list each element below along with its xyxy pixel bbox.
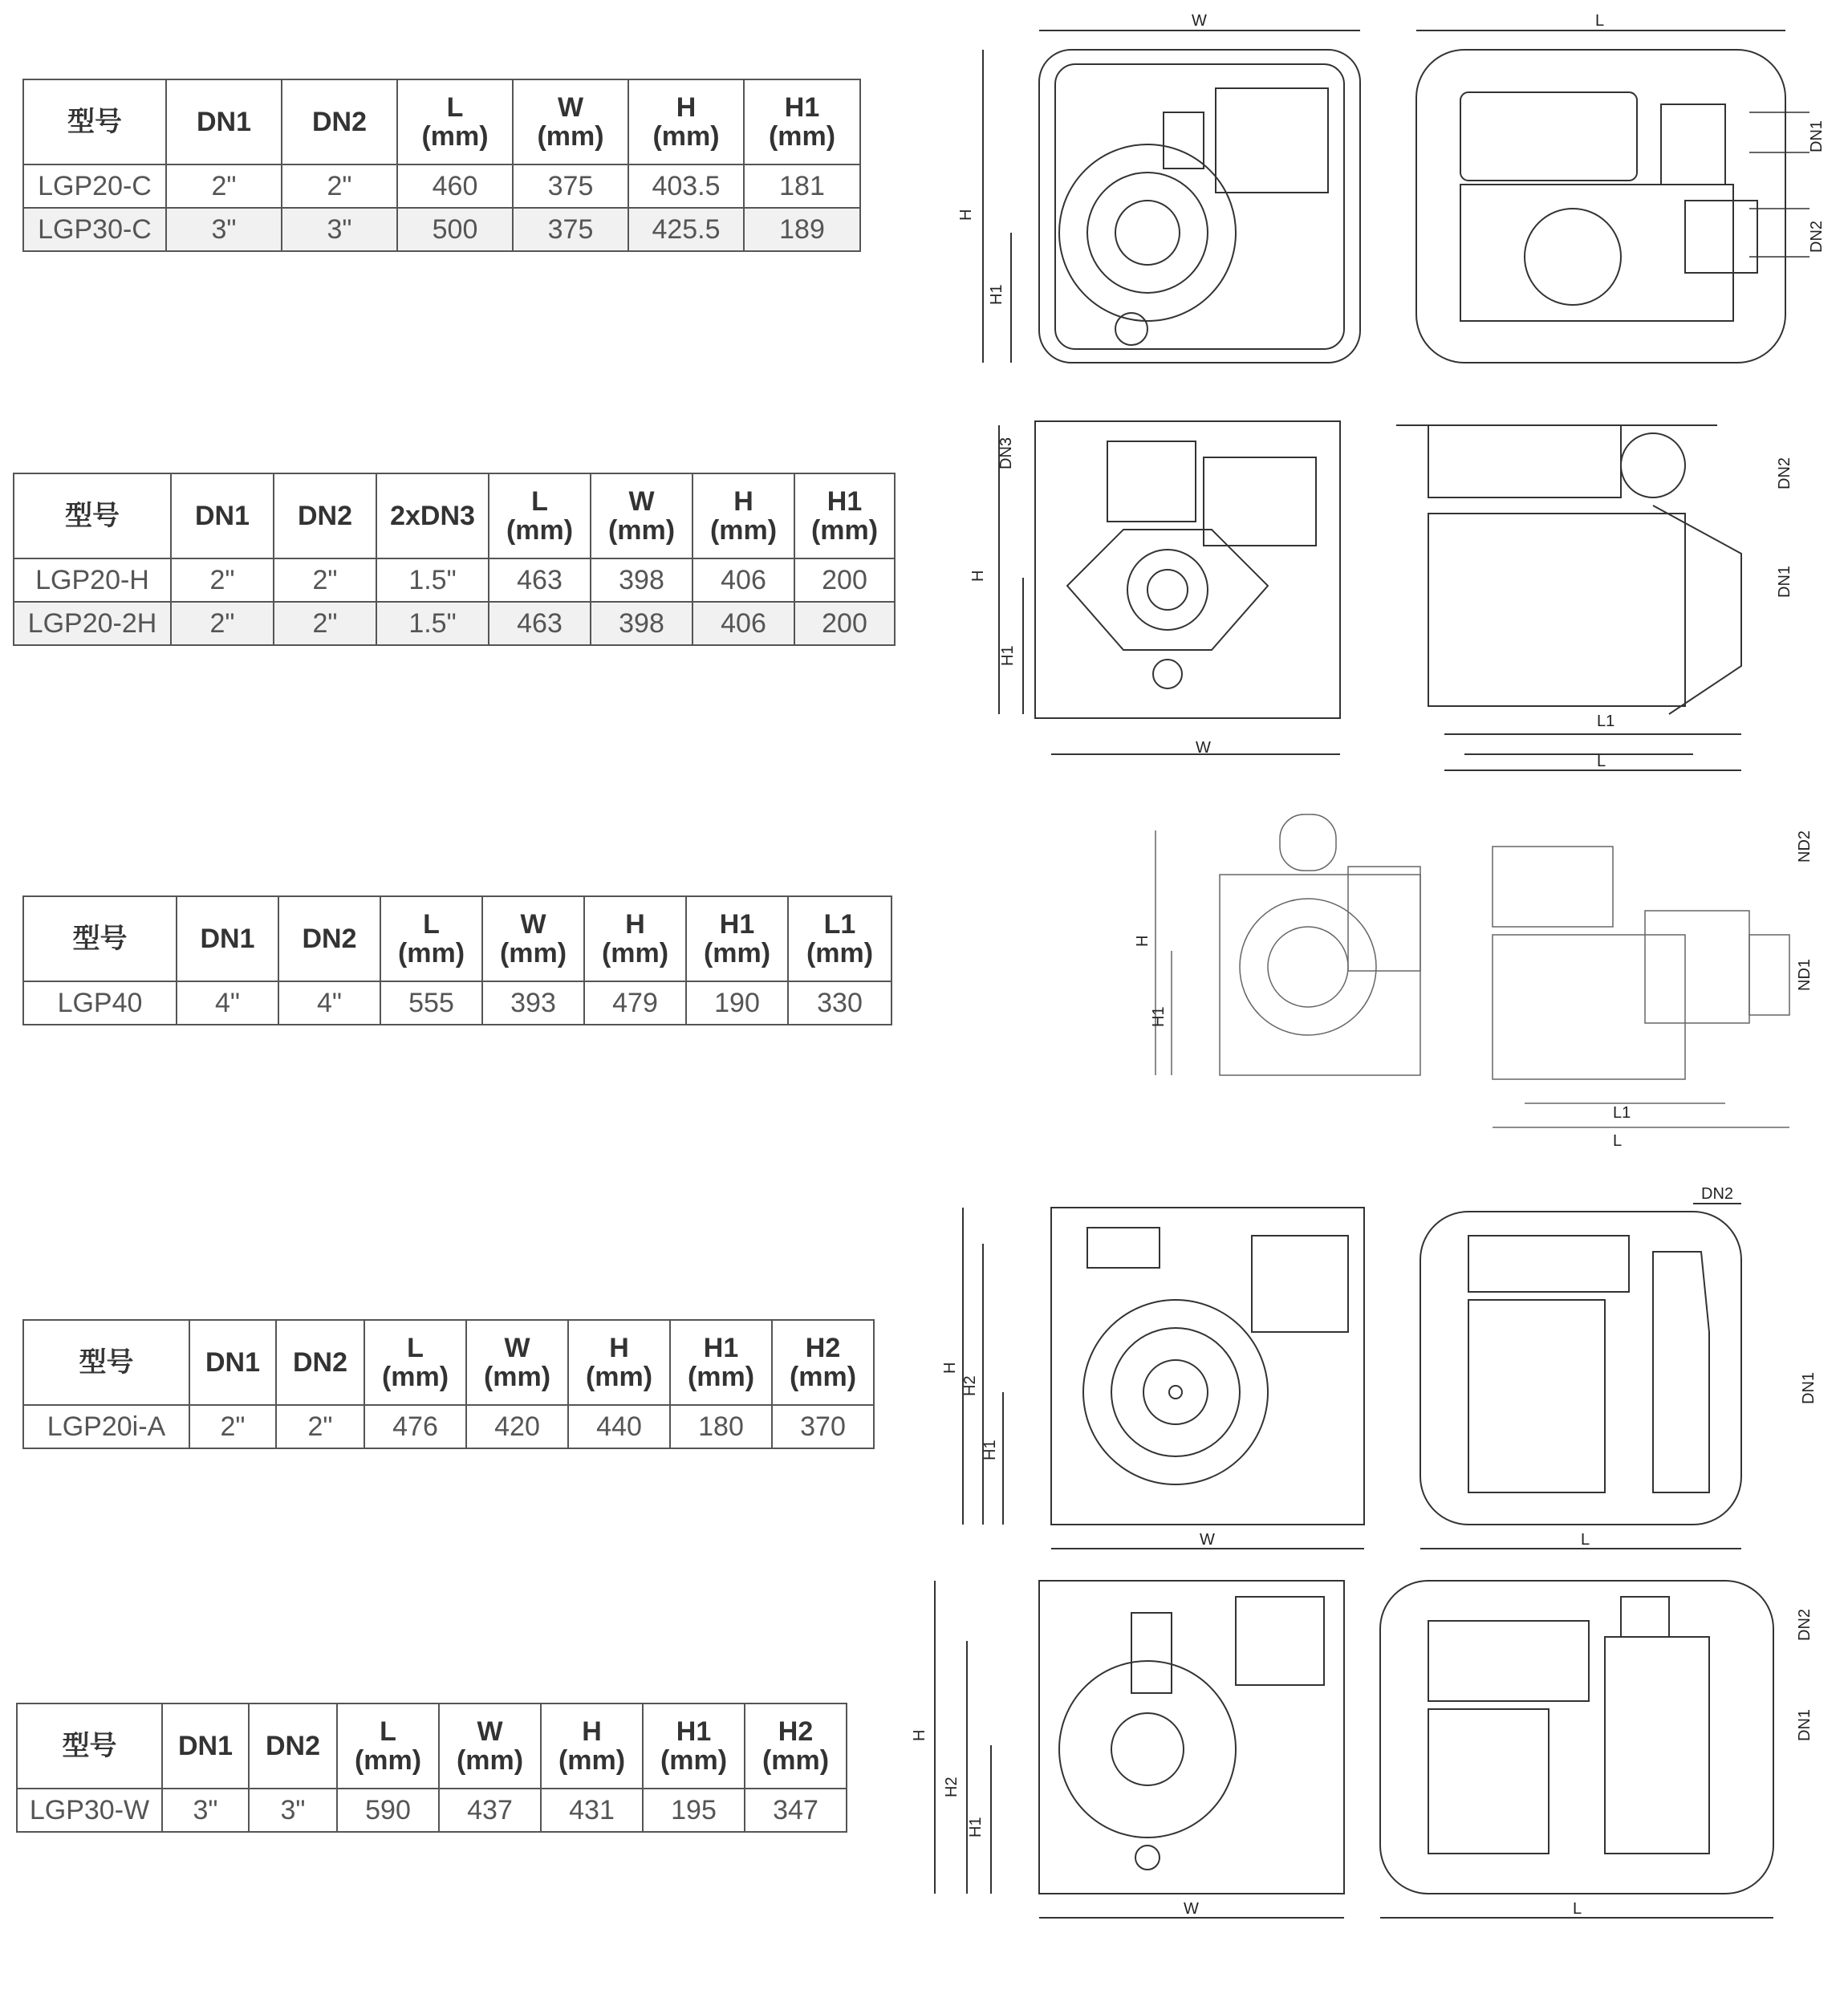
header-line: (mm) bbox=[506, 515, 574, 546]
header-line: DN1 bbox=[196, 107, 252, 137]
dim-DN1: DN1 bbox=[1808, 120, 1826, 152]
value-cell: 2" bbox=[189, 1405, 276, 1448]
dim-DN2: DN2 bbox=[1796, 1608, 1813, 1641]
header-line: H1 bbox=[827, 486, 863, 517]
header-line: (mm) bbox=[601, 938, 669, 968]
column-header bbox=[482, 896, 584, 981]
column-header bbox=[489, 473, 591, 558]
model-cell: LGP30-W bbox=[17, 1789, 162, 1832]
header-line: DN2 bbox=[292, 1347, 348, 1378]
dim-L1: L1 bbox=[1613, 1104, 1631, 1122]
dim-ND2: ND2 bbox=[1796, 830, 1813, 863]
dim-L: L bbox=[1573, 1900, 1582, 1918]
pump-dimension-drawing-2 bbox=[947, 409, 1838, 778]
value-cell: 476 bbox=[364, 1405, 466, 1448]
value-cell: 2" bbox=[276, 1405, 364, 1448]
column-header bbox=[282, 79, 397, 164]
column-header bbox=[745, 1703, 847, 1789]
value-cell: 440 bbox=[568, 1405, 670, 1448]
dim-DN2: DN2 bbox=[1776, 457, 1793, 489]
column-header bbox=[274, 473, 376, 558]
value-cell: 460 bbox=[397, 164, 513, 208]
value-cell: 4" bbox=[177, 981, 278, 1025]
dim-DN1: DN1 bbox=[1776, 565, 1793, 598]
drawing-lgp40 bbox=[1123, 790, 1830, 1159]
header-line: H bbox=[676, 92, 697, 123]
drawing-lgp20i-a bbox=[941, 1185, 1838, 1557]
table-row bbox=[14, 558, 895, 602]
column-header bbox=[23, 1320, 189, 1405]
column-header bbox=[643, 1703, 745, 1789]
dim-L: L bbox=[1595, 12, 1605, 30]
pump-dimension-drawing-3 bbox=[1123, 790, 1830, 1159]
value-cell: 398 bbox=[591, 602, 692, 645]
header-line: (mm) bbox=[660, 1745, 728, 1776]
header-line: (mm) bbox=[806, 938, 874, 968]
value-cell: 2" bbox=[166, 164, 282, 208]
header-line: (mm) bbox=[607, 515, 676, 546]
header-line: H bbox=[609, 1333, 629, 1363]
header-line: W bbox=[557, 92, 584, 123]
value-cell: 1.5" bbox=[376, 558, 489, 602]
value-cell: 403.5 bbox=[628, 164, 744, 208]
model-cell: LGP20-2H bbox=[14, 602, 171, 645]
column-header bbox=[439, 1703, 541, 1789]
header-line: 型号 bbox=[62, 1731, 117, 1761]
column-header bbox=[337, 1703, 439, 1789]
spec-table-3 bbox=[22, 895, 892, 1025]
column-header bbox=[166, 79, 282, 164]
column-header bbox=[17, 1703, 162, 1789]
column-header bbox=[23, 896, 177, 981]
dim-H: H bbox=[957, 209, 975, 221]
header-line: (mm) bbox=[762, 1745, 830, 1776]
value-cell: 2" bbox=[171, 602, 274, 645]
header-line: H bbox=[625, 909, 645, 940]
header-line: L bbox=[407, 1333, 424, 1363]
dim-W: W bbox=[1192, 12, 1207, 30]
header-line: (mm) bbox=[354, 1745, 422, 1776]
column-header bbox=[23, 79, 166, 164]
header-line: (mm) bbox=[687, 1362, 755, 1392]
value-cell: 420 bbox=[466, 1405, 568, 1448]
column-header bbox=[628, 79, 744, 164]
value-cell: 2" bbox=[282, 164, 397, 208]
header-line: L bbox=[380, 1716, 396, 1747]
drawing-lgp-h bbox=[947, 409, 1838, 778]
dim-DN2: DN2 bbox=[1808, 220, 1826, 253]
drawing-lgp30-w bbox=[911, 1565, 1838, 1934]
value-cell: 2" bbox=[274, 602, 376, 645]
header-line: 型号 bbox=[72, 924, 128, 954]
column-header bbox=[466, 1320, 568, 1405]
dim-DN2: DN2 bbox=[1701, 1185, 1734, 1203]
value-cell: 189 bbox=[744, 208, 860, 251]
value-cell: 200 bbox=[794, 602, 895, 645]
column-header bbox=[686, 896, 788, 981]
header-line: (mm) bbox=[537, 121, 604, 152]
value-cell: 590 bbox=[337, 1789, 439, 1832]
header-line: (mm) bbox=[709, 515, 778, 546]
column-header bbox=[788, 896, 892, 981]
column-header bbox=[513, 79, 628, 164]
dim-H1: H1 bbox=[999, 645, 1017, 666]
header-line: 型号 bbox=[79, 1347, 134, 1378]
value-cell: 555 bbox=[380, 981, 482, 1025]
column-header bbox=[568, 1320, 670, 1405]
header-line: (mm) bbox=[397, 938, 465, 968]
table-row bbox=[17, 1789, 847, 1832]
header-line: (mm) bbox=[456, 1745, 524, 1776]
value-cell: 2" bbox=[171, 558, 274, 602]
value-cell: 398 bbox=[591, 558, 692, 602]
column-header bbox=[249, 1703, 337, 1789]
header-line: H bbox=[733, 486, 753, 517]
dim-H: H bbox=[969, 570, 987, 582]
header-line: (mm) bbox=[483, 1362, 551, 1392]
value-cell: 406 bbox=[692, 558, 794, 602]
table-row bbox=[23, 1405, 874, 1448]
dim-H1: H1 bbox=[988, 284, 1005, 305]
dim-H1: H1 bbox=[967, 1817, 985, 1837]
header-line: (mm) bbox=[421, 121, 489, 152]
header-line: DN1 bbox=[194, 501, 250, 531]
value-cell: 393 bbox=[482, 981, 584, 1025]
column-header bbox=[591, 473, 692, 558]
header-line: DN2 bbox=[297, 501, 353, 531]
column-header bbox=[541, 1703, 643, 1789]
dim-DN1: DN1 bbox=[1796, 1708, 1813, 1741]
value-cell: 3" bbox=[282, 208, 397, 251]
value-cell: 3" bbox=[162, 1789, 249, 1832]
value-cell: 375 bbox=[513, 208, 628, 251]
drawing-lgp-c bbox=[947, 0, 1838, 377]
header-line: 型号 bbox=[67, 107, 122, 137]
header-line: L bbox=[531, 486, 548, 517]
dim-W: W bbox=[1184, 1900, 1199, 1918]
dim-L: L bbox=[1613, 1132, 1623, 1150]
header-line: H1 bbox=[719, 909, 755, 940]
model-cell: LGP20-H bbox=[14, 558, 171, 602]
value-cell: 406 bbox=[692, 602, 794, 645]
header-line: DN1 bbox=[205, 1347, 261, 1378]
value-cell: 500 bbox=[397, 208, 513, 251]
value-cell: 4" bbox=[278, 981, 380, 1025]
dim-W: W bbox=[1196, 739, 1211, 757]
header-line: W bbox=[504, 1333, 530, 1363]
header-line: 型号 bbox=[65, 501, 120, 531]
column-header bbox=[276, 1320, 364, 1405]
column-header bbox=[584, 896, 686, 981]
header-line: H bbox=[582, 1716, 602, 1747]
model-cell: LGP20-C bbox=[23, 164, 166, 208]
header-line: H1 bbox=[703, 1333, 739, 1363]
header-line: L bbox=[446, 92, 464, 123]
dim-DN3: DN3 bbox=[997, 437, 1015, 469]
value-cell: 347 bbox=[745, 1789, 847, 1832]
spec-table-1 bbox=[22, 79, 861, 252]
header-line: DN1 bbox=[177, 1731, 234, 1761]
value-cell: 200 bbox=[794, 558, 895, 602]
header-line: W bbox=[520, 909, 546, 940]
column-header bbox=[692, 473, 794, 558]
header-line: DN1 bbox=[200, 924, 255, 954]
value-cell: 330 bbox=[788, 981, 892, 1025]
value-cell: 437 bbox=[439, 1789, 541, 1832]
dim-H1: H1 bbox=[981, 1440, 999, 1460]
header-line: DN2 bbox=[311, 107, 368, 137]
model-cell: LGP40 bbox=[23, 981, 177, 1025]
column-header bbox=[364, 1320, 466, 1405]
table-row bbox=[23, 208, 860, 251]
header-line: 2xDN3 bbox=[390, 501, 475, 531]
dim-W: W bbox=[1200, 1531, 1215, 1549]
header-line: (mm) bbox=[499, 938, 567, 968]
value-cell: 180 bbox=[670, 1405, 772, 1448]
header-line: (mm) bbox=[652, 121, 720, 152]
value-cell: 463 bbox=[489, 558, 591, 602]
header-line: W bbox=[628, 486, 655, 517]
header-line: DN2 bbox=[265, 1731, 321, 1761]
header-line: (mm) bbox=[558, 1745, 626, 1776]
column-header bbox=[14, 473, 171, 558]
header-line: H2 bbox=[805, 1333, 841, 1363]
column-header bbox=[177, 896, 278, 981]
model-cell: LGP30-C bbox=[23, 208, 166, 251]
header-line: (mm) bbox=[810, 515, 879, 546]
dim-L: L bbox=[1581, 1531, 1590, 1549]
table-row bbox=[23, 981, 892, 1025]
dim-H2: H2 bbox=[961, 1375, 979, 1396]
column-header bbox=[670, 1320, 772, 1405]
value-cell: 195 bbox=[643, 1789, 745, 1832]
value-cell: 3" bbox=[166, 208, 282, 251]
pump-dimension-drawing-1 bbox=[947, 0, 1838, 377]
dim-L: L bbox=[1597, 753, 1606, 770]
value-cell: 190 bbox=[686, 981, 788, 1025]
value-cell: 1.5" bbox=[376, 602, 489, 645]
value-cell: 2" bbox=[274, 558, 376, 602]
column-header bbox=[397, 79, 513, 164]
header-line: W bbox=[477, 1716, 503, 1747]
dim-H1: H1 bbox=[1150, 1006, 1168, 1027]
pump-dimension-drawing-4 bbox=[941, 1185, 1838, 1557]
header-line: L1 bbox=[823, 909, 856, 940]
dim-H: H bbox=[1134, 935, 1151, 947]
header-line: H2 bbox=[778, 1716, 814, 1747]
column-header bbox=[189, 1320, 276, 1405]
dim-ND1: ND1 bbox=[1796, 958, 1813, 991]
header-line: DN2 bbox=[302, 924, 357, 954]
value-cell: 375 bbox=[513, 164, 628, 208]
dim-H: H bbox=[941, 1362, 959, 1374]
value-cell: 181 bbox=[744, 164, 860, 208]
header-line: L bbox=[423, 909, 440, 940]
dim-H: H bbox=[911, 1729, 928, 1741]
value-cell: 3" bbox=[249, 1789, 337, 1832]
header-line: (mm) bbox=[585, 1362, 653, 1392]
column-header bbox=[278, 896, 380, 981]
column-header bbox=[380, 896, 482, 981]
spec-table-4 bbox=[22, 1319, 875, 1449]
dim-DN1: DN1 bbox=[1800, 1371, 1818, 1404]
header-line: H1 bbox=[784, 92, 820, 123]
column-header bbox=[171, 473, 274, 558]
pump-dimension-drawing-5 bbox=[911, 1565, 1838, 1934]
table-row bbox=[14, 602, 895, 645]
column-header bbox=[376, 473, 489, 558]
spec-table-5 bbox=[16, 1703, 847, 1833]
header-line: H1 bbox=[676, 1716, 712, 1747]
value-cell: 463 bbox=[489, 602, 591, 645]
header-line: (mm) bbox=[789, 1362, 857, 1392]
column-header bbox=[772, 1320, 874, 1405]
value-cell: 479 bbox=[584, 981, 686, 1025]
column-header bbox=[744, 79, 860, 164]
spec-table-2 bbox=[13, 473, 896, 646]
column-header bbox=[162, 1703, 249, 1789]
dim-H2: H2 bbox=[943, 1777, 961, 1797]
column-header bbox=[794, 473, 895, 558]
value-cell: 425.5 bbox=[628, 208, 744, 251]
value-cell: 370 bbox=[772, 1405, 874, 1448]
value-cell: 431 bbox=[541, 1789, 643, 1832]
header-line: (mm) bbox=[768, 121, 836, 152]
table-row bbox=[23, 164, 860, 208]
header-line: (mm) bbox=[381, 1362, 449, 1392]
header-line: (mm) bbox=[703, 938, 771, 968]
dim-L1: L1 bbox=[1597, 713, 1615, 730]
model-cell: LGP20i-A bbox=[23, 1405, 189, 1448]
